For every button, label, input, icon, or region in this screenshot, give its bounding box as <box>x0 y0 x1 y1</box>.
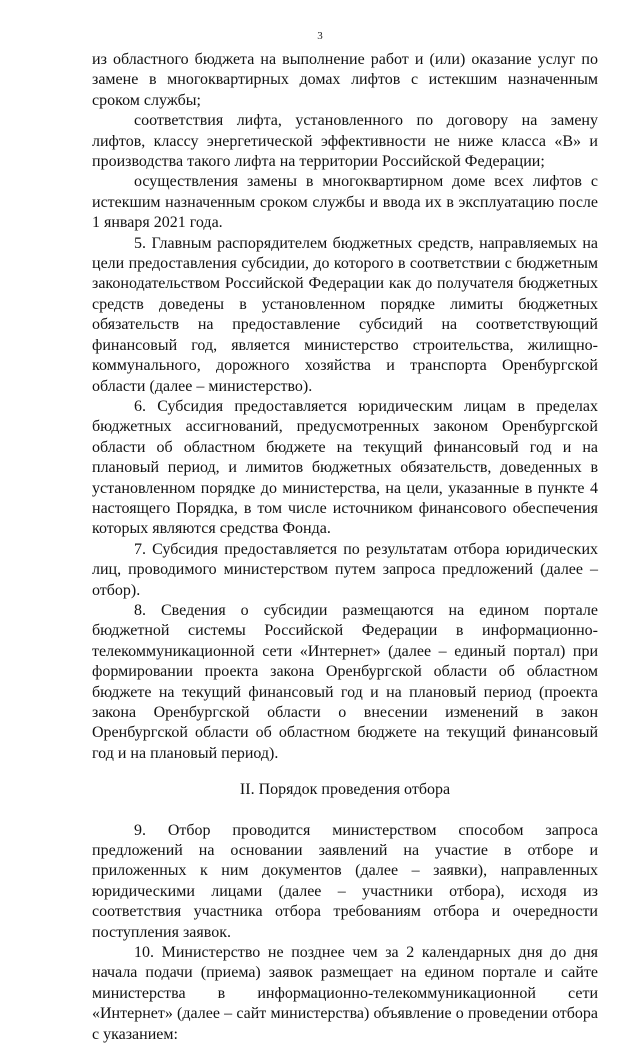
document-body <box>92 50 598 1045</box>
paragraph-8: 8. Сведения о субсидии размещаются на едином портале бюджетной системы Российской Федерации в информационно-телекоммуникационной сети «Интернет» (далее – единый портал) при формировании проекта закона Оренбургской области об областном бюджете на текущий финансовый год и на плановый период (проекта закона Оренбургской области о внесении изменений в закон Оренбургской области об областном бюджете на текущий финансовый год и на плановый период). <box>92 601 598 762</box>
paragraph-continuation: из областного бюджета на выполнение работ и (или) оказание услуг по замене в многоквартирных домах лифтов с истекшим назначенным сроком службы; <box>92 51 598 109</box>
page-number: 3 <box>317 30 323 42</box>
paragraph-lift-class: соответствия лифта, установленного по договору на замену лифтов, классу энергетической эффективности не ниже класса «В» и производства такого лифта на территории Российской Федерации; <box>92 112 598 171</box>
paragraph-6: 6. Субсидия предоставляется юридическим лицам в пределах бюджетных ассигнований, предусмотренных законом Оренбургской области об областном бюджете на текущий финансовый год и на плановый период, и лимитов бюджетных обязательств, доведенных в установленном порядке до министерства, на цели, указанные в пункте 4 настоящего Порядка, в том числе источником финансового обеспечения которых являются средства Фонда. <box>92 397 598 538</box>
paragraph-10: 10. Министерство не позднее чем за 2 календарных дня до дня начала подачи (приема) заявок размещает на едином портале и сайте министерства в информационно-телекоммуникационной сети «Интернет» (далее – сайт министерства) объявление о проведении отбора с указанием: <box>92 944 598 1043</box>
paragraph-lift-replacement: осуществления замены в многоквартирном доме всех лифтов с истекшим назначенным сроком службы и ввода их в эксплуатацию после 1 января 2021 года. <box>92 173 598 232</box>
paragraph-7: 7. Субсидия предоставляется по результатам отбора юридических лиц, проводимого министерством путем запроса предложений (далее – отбор). <box>92 540 598 599</box>
section-heading: II. Порядок проведения отбора <box>239 781 451 799</box>
paragraph-9: 9. Отбор проводится министерством способом запроса предложений на основании заявлений на участие в отборе и приложенных к ним документов (далее – заявки), направленных юридическими лицами (далее – участники отбора), исходя из соответствия участника отбора требованиям отбора и очередности поступления заявок. <box>92 821 598 941</box>
paragraph-5: 5. Главным распорядителем бюджетных средств, направляемых на цели предоставления субсидии, до которого в соответствии с бюджетным законодательством Российской Федерации как до получателя бюджетных средств доведены в установленном порядке лимиты бюджетных обязательств на предоставление субсидий на соответствующий финансовый год, является министерство строительства, жилищно-коммунального, дорожного хозяйства и транспорта Оренбургской области (далее – министерство). <box>92 234 598 395</box>
